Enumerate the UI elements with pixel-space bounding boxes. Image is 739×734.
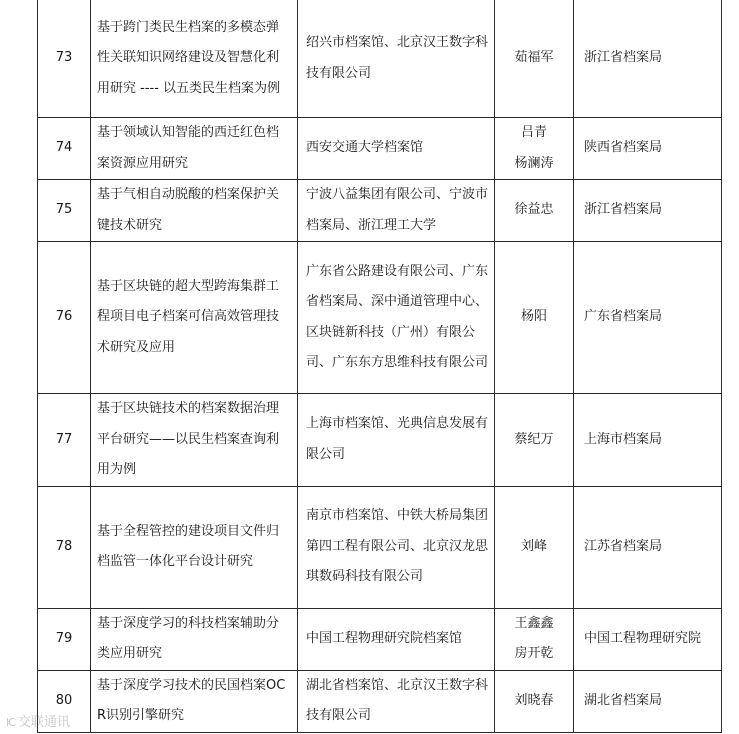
project-title: 基于气相自动脱酸的档案保护关键技术研究	[91, 180, 298, 242]
table-row	[38, 180, 722, 242]
project-title: 基于领域认知智能的西迁红色档案资源应用研究	[91, 118, 298, 180]
project-title: 基于区块链的超大型跨海集群工程项目电子档案可信高效管理技术研究及应用	[91, 242, 298, 394]
recommending-dept: 浙江省档案局	[574, 0, 722, 118]
table-row	[38, 608, 722, 670]
applicant-unit: 中国工程物理研究院档案馆	[298, 608, 495, 670]
applicant-unit: 南京市档案馆、中铁大桥局集团第四工程有限公司、北京汉龙思琪数码科技有限公司	[298, 486, 495, 608]
project-lead	[495, 180, 574, 242]
table-row	[38, 242, 722, 394]
project-lead	[495, 486, 574, 608]
project-lead-name: 杨澜涛	[514, 155, 554, 171]
project-lead-name: 房开乾	[514, 646, 554, 661]
applicant-unit: 宁波八益集团有限公司、宁波市档案局、浙江理工大学	[298, 180, 495, 242]
project-title: 基于深度学习的科技档案辅助分类应用研究	[91, 608, 298, 670]
watermark-logo-icon: IC	[6, 716, 15, 729]
project-lead-name: 刘晓春	[514, 692, 554, 708]
row-number: 76	[38, 242, 91, 394]
applicant-unit: 广东省公路建设有限公司、广东省档案局、深中通道管理中心、区块链新科技（广州）有限公司、广东东方思维科技有限公司	[298, 242, 495, 394]
recommending-dept: 江苏省档案局	[574, 486, 722, 608]
recommending-dept: 上海市档案局	[574, 394, 722, 487]
project-lead	[495, 0, 574, 118]
table-row	[38, 670, 722, 732]
row-number: 74	[38, 118, 91, 180]
recommending-dept: 中国工程物理研究院	[574, 608, 722, 670]
project-lead-name: 蔡纪万	[514, 431, 554, 447]
project-lead	[495, 118, 574, 180]
row-number: 79	[38, 608, 91, 670]
table-row	[38, 0, 722, 118]
project-lead-name: 刘峰	[520, 538, 547, 554]
project-title: 基于跨门类民生档案的多模态弹性关联知识网络建设及智慧化利用研究 ---- 以五类民生档案为例	[91, 0, 298, 118]
project-lead	[495, 242, 574, 394]
table-row	[38, 118, 722, 180]
project-lead	[495, 394, 574, 487]
row-number: 73	[38, 0, 91, 118]
project-table	[37, 0, 722, 733]
recommending-dept: 湖北省档案局	[574, 670, 722, 732]
row-number: 75	[38, 180, 91, 242]
recommending-dept: 广东省档案局	[574, 242, 722, 394]
project-lead	[495, 670, 574, 732]
project-lead-name: 茹福军	[514, 50, 554, 66]
watermark-text: 交联通讯	[17, 715, 70, 730]
project-lead-name: 徐益忠	[514, 202, 554, 218]
project-title: 基于全程管控的建设项目文件归档监管一体化平台设计研究	[91, 486, 298, 608]
row-number: 77	[38, 394, 91, 487]
table-row	[38, 486, 722, 608]
row-number: 78	[38, 486, 91, 608]
project-lead	[495, 608, 574, 670]
project-title: 基于深度学习技术的民国档案OCR识别引擎研究	[91, 670, 298, 732]
watermark	[6, 711, 70, 730]
applicant-unit: 湖北省档案馆、北京汉王数字科技有限公司	[298, 670, 495, 732]
row-number: 80	[38, 670, 91, 732]
table-row	[38, 394, 722, 487]
project-lead-name: 王鑫鑫	[514, 615, 554, 631]
applicant-unit: 绍兴市档案馆、北京汉王数字科技有限公司	[298, 0, 495, 118]
project-lead-name: 吕青	[520, 125, 547, 140]
project-lead-name: 杨阳	[520, 309, 547, 325]
applicant-unit: 西安交通大学档案馆	[298, 118, 495, 180]
applicant-unit: 上海市档案馆、光典信息发展有限公司	[298, 394, 495, 487]
project-table-body	[38, 0, 722, 732]
recommending-dept: 陕西省档案局	[574, 118, 722, 180]
project-title: 基于区块链技术的档案数据治理平台研究——以民生档案查询利用为例	[91, 394, 298, 487]
recommending-dept: 浙江省档案局	[574, 180, 722, 242]
